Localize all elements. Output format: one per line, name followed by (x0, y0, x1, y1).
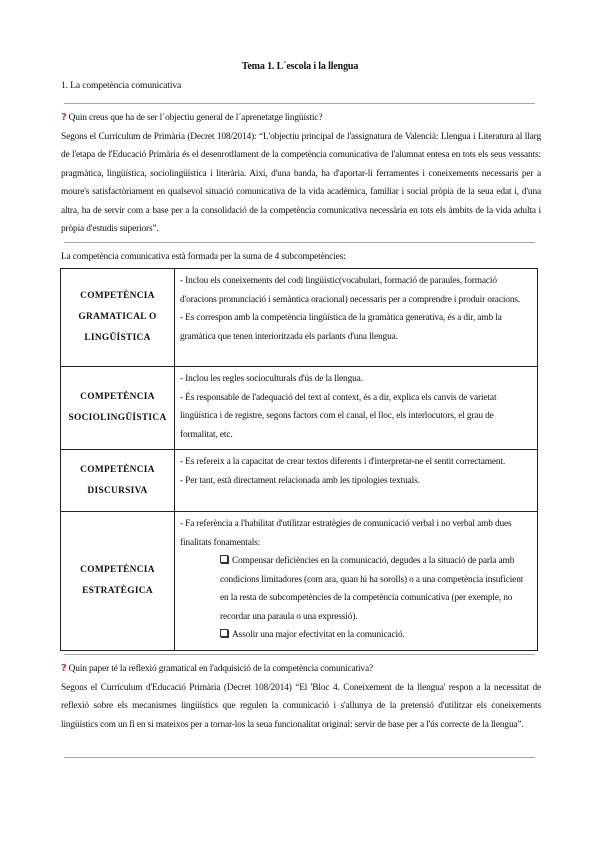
description-item: - Es refereix a la capacitat de crear textos diferents i d'interpretar-ne el sentit correctament. (180, 457, 506, 467)
label-line: SOCIOLINGÜÍSTICA (68, 413, 167, 423)
label-line: COMPETÈNCIA (80, 291, 155, 301)
question-2-text: Quin paper té la reflexió gramatical en l'adquisició de la competència comunicativa? (68, 664, 373, 674)
checkbox-bullet-icon (220, 629, 228, 637)
description-item: - És responsable de l'adequació del text al context, és a dir, explica els canvis de varietat lingüística i de registre, segons factors com el canal, el lloc, els interlocutors, el grau de formalitat, etc. (180, 392, 497, 440)
label-line: COMPETÈNCIA (80, 564, 155, 575)
row-description (175, 512, 538, 651)
question-mark-icon: ? (61, 112, 67, 123)
section-heading: 1. La competència comunicativa (61, 80, 182, 91)
table-row (61, 269, 538, 367)
label-line: ESTRATÈGICA (82, 585, 153, 596)
table-row (61, 367, 538, 450)
label-line: COMPETÈNCIA (80, 392, 155, 402)
description-item: - Inclou les regles socioculturals d'ús de la llengua. (180, 374, 363, 384)
document-title: Tema 1. L´escola i la llengua (241, 61, 359, 72)
row-description (175, 367, 538, 450)
table-intro: La competència comunicativa està formada per la suma de 4 subcompetències: (61, 252, 346, 262)
question-mark-icon: ? (61, 663, 67, 674)
label-line: GRAMATICAL O (78, 312, 157, 322)
question-1-text: Quin creus que ha de ser l´objectiu general de l´aprenetatge lingüístic? (68, 113, 323, 123)
horizontal-divider (64, 654, 535, 655)
row-label (61, 450, 175, 512)
subcompetences-table (60, 268, 538, 651)
sub-item (180, 552, 533, 626)
row-label (61, 367, 175, 450)
question-2 (61, 660, 541, 679)
row-description (175, 269, 538, 367)
question-1 (61, 109, 541, 128)
checkbox-bullet-icon (220, 555, 228, 563)
sub-item-text: Assolir una major efectivitat en la comunicació. (232, 630, 405, 640)
question-block-1 (61, 109, 541, 239)
horizontal-divider (64, 103, 535, 104)
horizontal-divider (64, 242, 535, 243)
table-row (61, 450, 538, 512)
sub-item-text: Compensar deficiències en la comunicació, degudes a la situació de parla amb condicions limitadores (com ara, quan hi ha sorolls) o a una competència insuficient en la resta de subcompetències de la competència comunicativa (per exemple, no recordar una paraula o una expressió). (220, 556, 524, 622)
sub-item (180, 626, 533, 645)
answer-2: Segons el Currículum d'Educació Primària (Decret 108/2014) “El 'Bloc 4. Coneixement de la llengua' respon a la necessitat de reflexió sobre els mecanismes lingüístics que regulen la comunicació i s'allunya de la pretensió d'utilitzar els coneixements lingüístics com un fi en si mateixos per a tornar-los la seua funcionalitat original: servir de base per a l'ús correcte de la llengua”. (61, 682, 541, 730)
description-item: - Inclou els coneixements del codi lingüístic(vocabulari, formació de paraules, formació d'oracions pronunciació i semàntica oracional) necessaris per a comprendre i produir oracions. (180, 276, 521, 305)
row-label (61, 269, 175, 367)
label-line: DISCURSIVA (87, 485, 148, 496)
table-row (61, 512, 538, 651)
row-label (61, 512, 175, 651)
horizontal-divider (64, 757, 535, 758)
label-line: COMPETÈNCIA (80, 464, 155, 475)
description-item: - Es correspon amb la competència lingüística de la gramàtica generativa, és a dir, amb la gramàtica que tenen interioritzada els parlants d'una llengua. (180, 313, 502, 342)
label-line: LINGÜÍSTICA (84, 333, 151, 343)
row-description (175, 450, 538, 512)
question-block-2 (61, 660, 541, 734)
description-item: - Per tant, està directament relacionada amb les tipologies textuals. (180, 475, 420, 486)
description-item: - Fa referència a l'habilitat d'utilitzar estratègies de comunicació verbal i no verbal amb dues finalitats fonamentals: (180, 519, 512, 548)
answer-1: Segons el Currículum de Primària (Decret 108/2014): “L'objectiu principal de l'assignatura de Valencià: Llengua i Literatura al llarg de l'etapa de l'Educació Primària és el desenrotllament de la competència comunicativa de l'alumnat entesa en tots els seus vessants: pragmàtica, lingüística, sociolingüística i literària. Així, d'una banda, ha d'aportar-li ferramentes i coneixements necessaris per a moure's satisfactòriament en qualsevol situació comunicativa de la vida acadèmica, familiar i social pròpia de la seua edat i, d'una altra, ha de servir com a base per a la consolidació de la competència comunicativa necessària en tots els àmbits de la vida adulta i pròpia d'estudis superiors”. (61, 131, 541, 234)
